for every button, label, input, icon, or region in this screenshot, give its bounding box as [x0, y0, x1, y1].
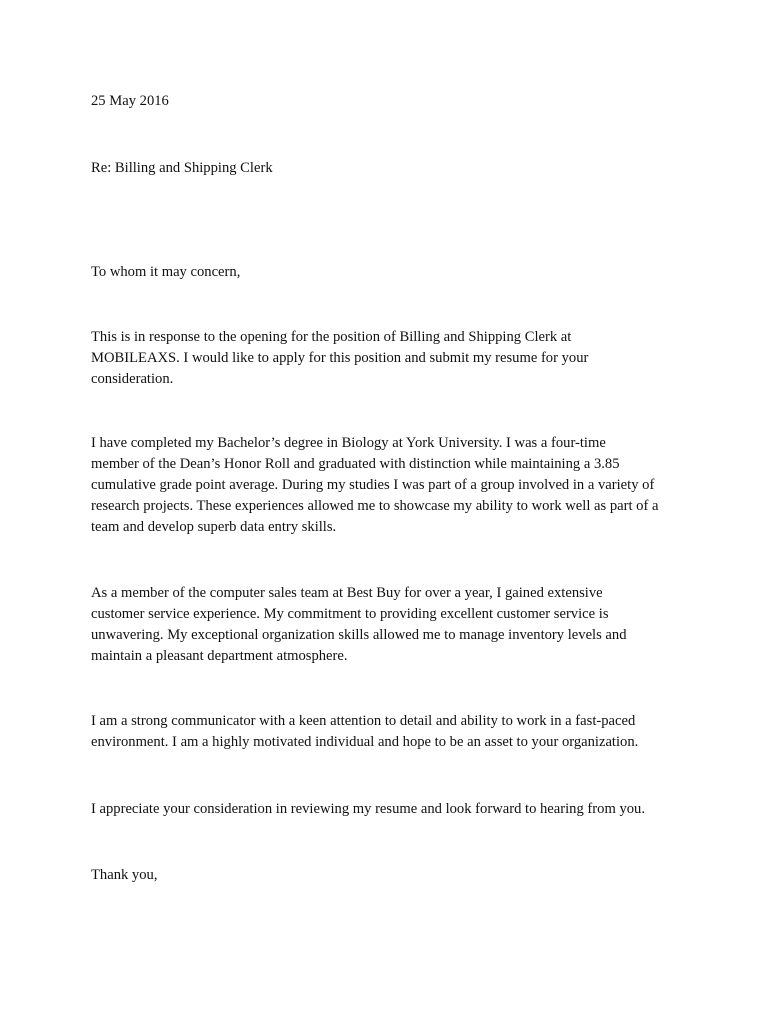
paragraph-application	[91, 327, 691, 390]
paragraph-line: MOBILEAXS. I would like to apply for this position and submit my resume for your	[91, 350, 589, 366]
paragraph-skills	[91, 711, 691, 753]
paragraph-closing	[91, 799, 691, 820]
paragraph-line: team and develop superb data entry skills.	[91, 519, 337, 535]
paragraph-line: environment. I am a highly motivated individual and hope to be an asset to your organization.	[91, 734, 639, 750]
paragraph-education	[91, 433, 691, 538]
paragraph-line: consideration.	[91, 371, 174, 387]
paragraph-line: maintain a pleasant department atmosphere.	[91, 648, 348, 664]
letter-date: 25 May 2016	[91, 93, 169, 109]
paragraph-line: member of the Dean’s Honor Roll and graduated with distinction while maintaining a 3.85	[91, 456, 620, 472]
paragraph-line: As a member of the computer sales team at Best Buy for over a year, I gained extensive	[91, 585, 603, 601]
letter-subject: Re: Billing and Shipping Clerk	[91, 160, 273, 176]
letter-closing: Thank you,	[91, 867, 158, 883]
paragraph-line: This is in response to the opening for the position of Billing and Shipping Clerk at	[91, 329, 572, 345]
paragraph-line: I am a strong communicator with a keen attention to detail and ability to work in a fast-paced	[91, 713, 636, 729]
paragraph-line: I have completed my Bachelor’s degree in Biology at York University. I was a four-time	[91, 435, 606, 451]
paragraph-line: research projects. These experiences allowed me to showcase my ability to work well as part of a	[91, 498, 659, 514]
paragraph-line: unwavering. My exceptional organization skills allowed me to manage inventory levels and	[91, 627, 627, 643]
letter-salutation: To whom it may concern,	[91, 264, 241, 280]
paragraph-line: customer service experience. My commitment to providing excellent customer service is	[91, 606, 609, 622]
paragraph-line: I appreciate your consideration in reviewing my resume and look forward to hearing from you.	[91, 801, 645, 817]
paragraph-line: cumulative grade point average. During my studies I was part of a group involved in a variety of	[91, 477, 655, 493]
paragraph-experience	[91, 583, 691, 667]
